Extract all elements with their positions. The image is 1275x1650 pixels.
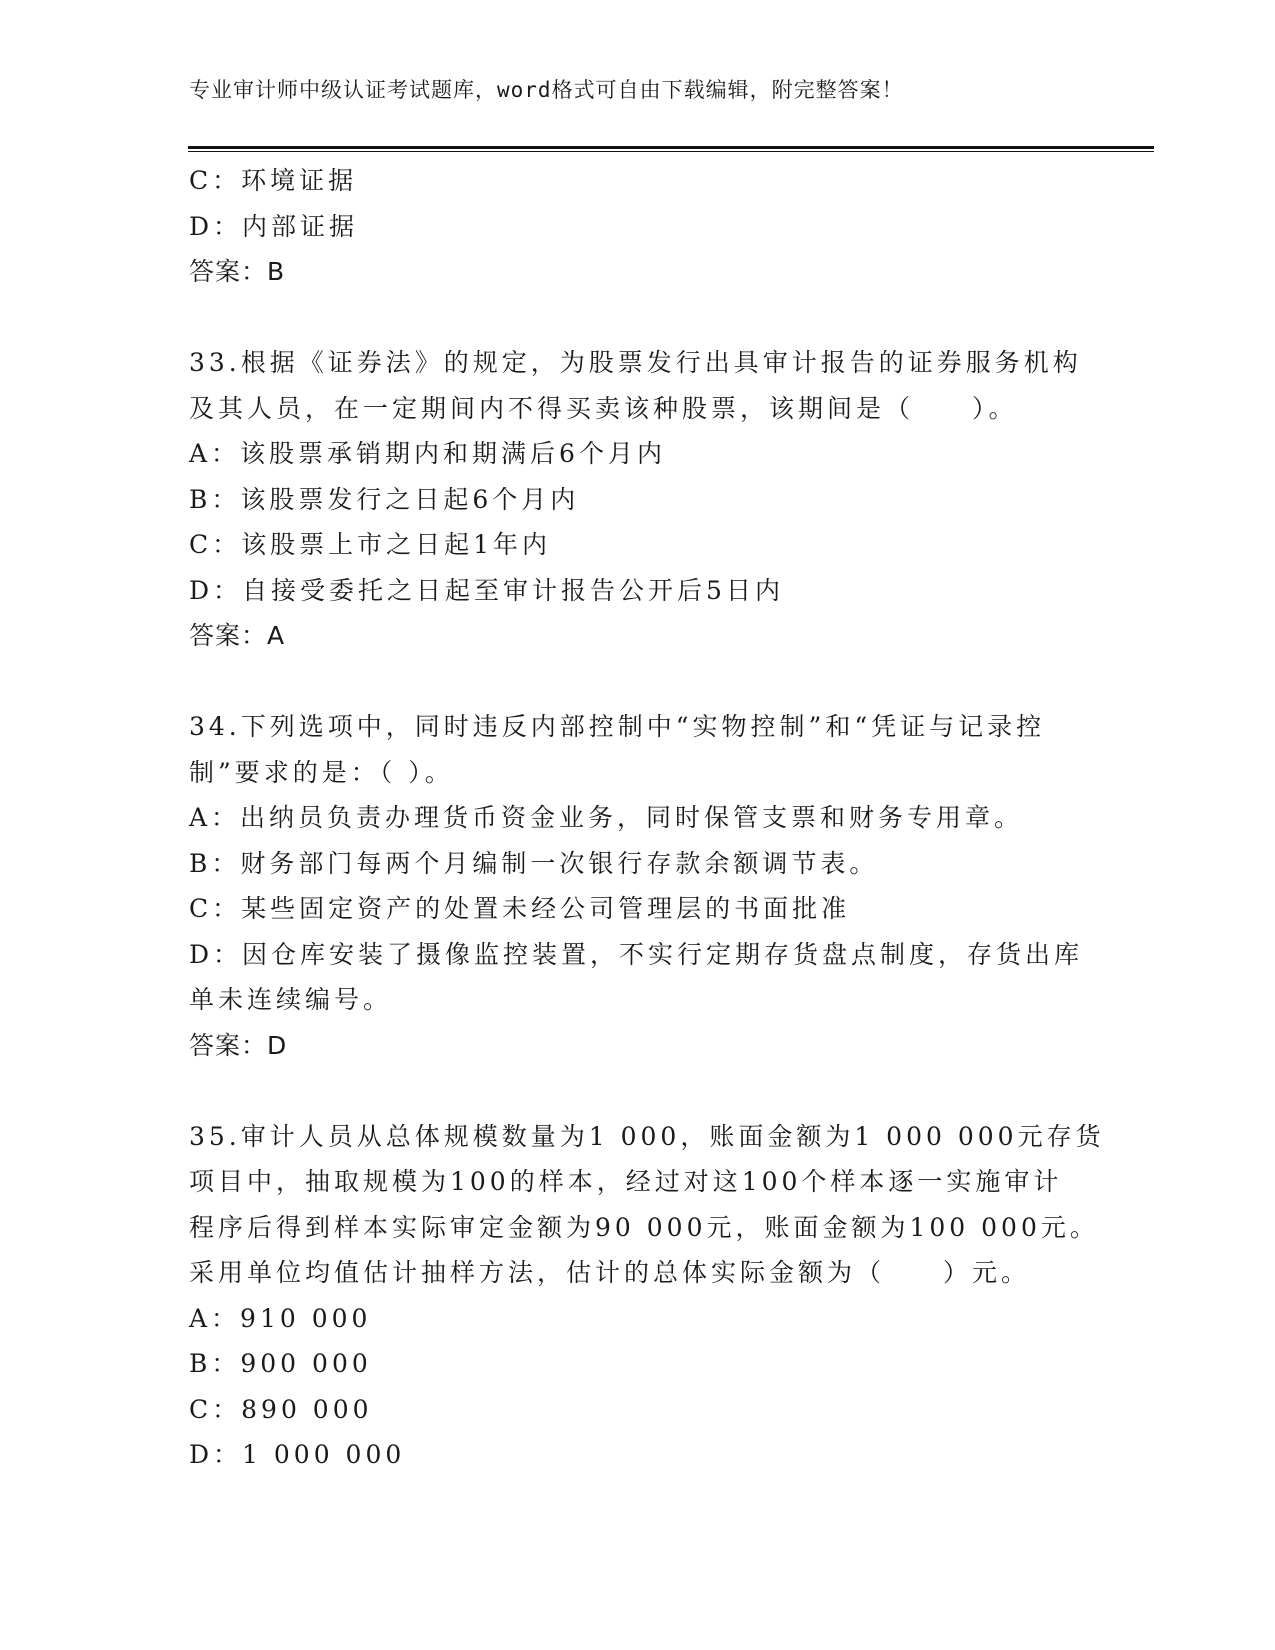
option-line: D：自接受委托之日起至审计报告公开后5日内 — [189, 575, 784, 605]
spacer — [189, 659, 1089, 705]
question-stem-line: 35.审计人员从总体规模数量为1 000，账面金额为1 000 000元存货 — [189, 1121, 1105, 1151]
option-line: A：910 000 — [189, 1303, 372, 1333]
spacer — [189, 1068, 1089, 1114]
page-header: 专业审计师中级认证考试题库，word格式可自由下载编辑，附完整答案！ — [189, 78, 904, 102]
option-line: C：890 000 — [189, 1394, 373, 1424]
header-rule-thick — [188, 146, 1154, 149]
question-stem-line: 采用单位均值估计抽样方法，估计的总体实际金额为（ ）元。 — [189, 1258, 1031, 1287]
option-line: 单未连续编号。 — [189, 985, 393, 1014]
header-rule-thin — [188, 151, 1154, 152]
option-line: C：环境证据 — [189, 166, 358, 195]
option-line: B：900 000 — [189, 1349, 372, 1378]
option-line: D：因仓库安装了摄像监控装置，不实行定期存货盘点制度，存货出库 — [189, 939, 1084, 969]
question-stem-line: 制”要求的是：（ ）。 — [189, 757, 454, 787]
answer-line: 答案：B — [189, 257, 286, 286]
option-line: B：财务部门每两个月编制一次银行存款余额调节表。 — [189, 848, 879, 878]
option-line: A：该股票承销期内和期满后6个月内 — [189, 439, 666, 468]
question-stem-line: 程序后得到样本实际审定金额为90 000元，账面金额为100 000元。 — [189, 1212, 1099, 1242]
answer-line: 答案：A — [189, 621, 286, 650]
option-line: D：1 000 000 — [189, 1440, 406, 1469]
option-line: C：某些固定资产的处置未经公司管理层的书面批准 — [189, 894, 851, 923]
answer-line: 答案：D — [189, 1030, 288, 1060]
question-stem-line: 项目中，抽取规模为100的样本，经过对这100个样本逐一实施审计 — [189, 1167, 1063, 1196]
option-line: A：出纳员负责办理货币资金业务，同时保管支票和财务专用章。 — [189, 803, 1024, 832]
option-line: B：该股票发行之日起6个月内 — [189, 484, 580, 514]
question-stem-line: 34.下列选项中，同时违反内部控制中“实物控制”和“凭证与记录控 — [189, 712, 1046, 741]
option-line: D：内部证据 — [189, 211, 359, 241]
spacer — [189, 295, 1089, 341]
question-stem-line: 33.根据《证券法》的规定，为股票发行出具审计报告的证券服务机构 — [189, 348, 1082, 377]
question-stem-line: 及其人员，在一定期间内不得买卖该种股票，该期间是（ ）。 — [189, 393, 1018, 423]
option-line: C：该股票上市之日起1年内 — [189, 530, 552, 559]
question-content — [189, 158, 1105, 1478]
